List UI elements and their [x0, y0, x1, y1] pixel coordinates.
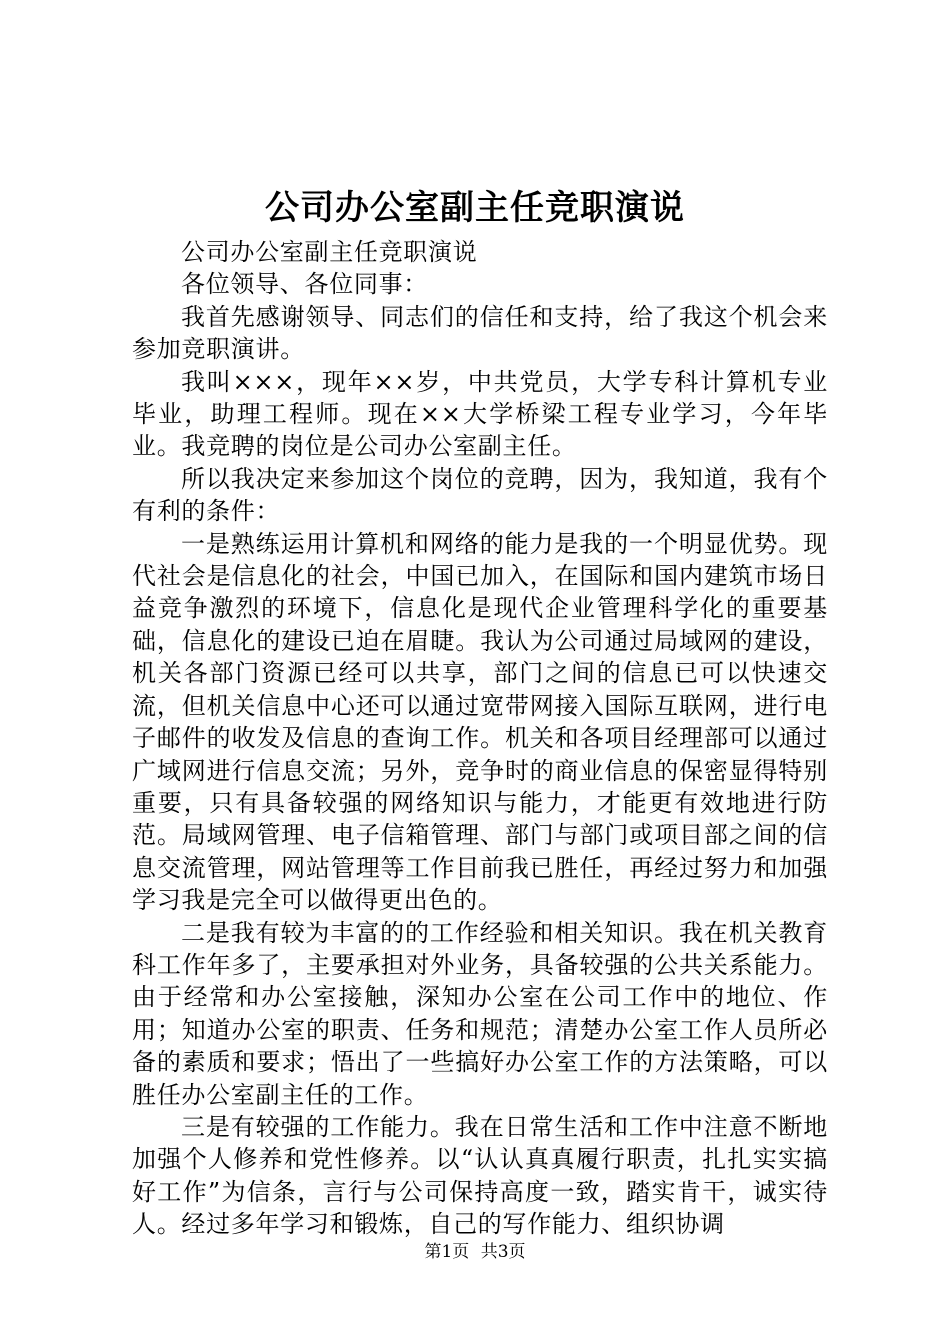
- body-paragraph: 所以我决定来参加这个岗位的竞聘，因为，我知道，我有个有利的条件：: [132, 464, 828, 526]
- body-paragraph: 各位领导、各位同事：: [181, 270, 428, 299]
- document-title: 公司办公室副主任竞职演说: [265, 188, 685, 228]
- body-paragraph: 公司办公室副主任竞职演说: [181, 238, 478, 266]
- body-paragraph: 三是有较强的工作能力。我在日常生活和工作中注意不断地加强个人修养和党性修养。以“认认真真履行职责，扎扎实实搞好工作”为信条，言行与公司保持高度一致，踏实肯干，诚实待人。经过多年学习和锻炼，自己的写作能力、组织协调: [132, 1112, 828, 1239]
- body-paragraph: 我叫×××，现年××岁，中共党员，大学专科计算机专业毕业，助理工程师。现在××大学桥梁工程专业学习，今年毕业。我竞聘的岗位是公司办公室副主任。: [132, 367, 828, 461]
- body-paragraph: 我首先感谢领导、同志们的信任和支持，给了我这个机会来参加竞职演讲。: [132, 302, 828, 364]
- page-number: 第1页: [424, 1242, 470, 1262]
- document-body: [132, 236, 828, 1241]
- body-paragraph: 一是熟练运用计算机和网络的能力是我的一个明显优势。现代社会是信息化的社会，中国已加入，在国际和国内建筑市场日益竞争激烈的环境下，信息化是现代企业管理科学化的重要基础，信息化的建设已迫在眉睫。我认为公司通过局域网的建设，机关各部门资源已经可以共享，部门之间的信息已可以快速交流，但机关信息中心还可以通过宽带网接入国际互联网，进行电子邮件的收发及信息的查询工作。机关和各项目经理部可以通过广域网进行信息交流；另外，竞争时的商业信息的保密显得特别重要，只有具备较强的网络知识与能力，才能更有效地进行防范。局域网管理、电子信箱管理、部门与部门或项目部之间的信息交流管理，网站管理等工作目前我已胜任，再经过努力和加强学习我是完全可以做得更出色的。: [132, 529, 828, 915]
- page-footer: [0, 1240, 950, 1264]
- body-paragraph: 二是我有较为丰富的的工作经验和相关知识。我在机关教育科工作年多了，主要承担对外业务，具备较强的公共关系能力。由于经常和办公室接触，深知办公室在公司工作中的地位、作用；知道办公室的职责、任务和规范；清楚办公室工作人员所必备的素质和要求；悟出了一些搞好办公室工作的方法策略，可以胜任办公室副主任的工作。: [132, 918, 828, 1109]
- page-total: 共3页: [480, 1242, 526, 1262]
